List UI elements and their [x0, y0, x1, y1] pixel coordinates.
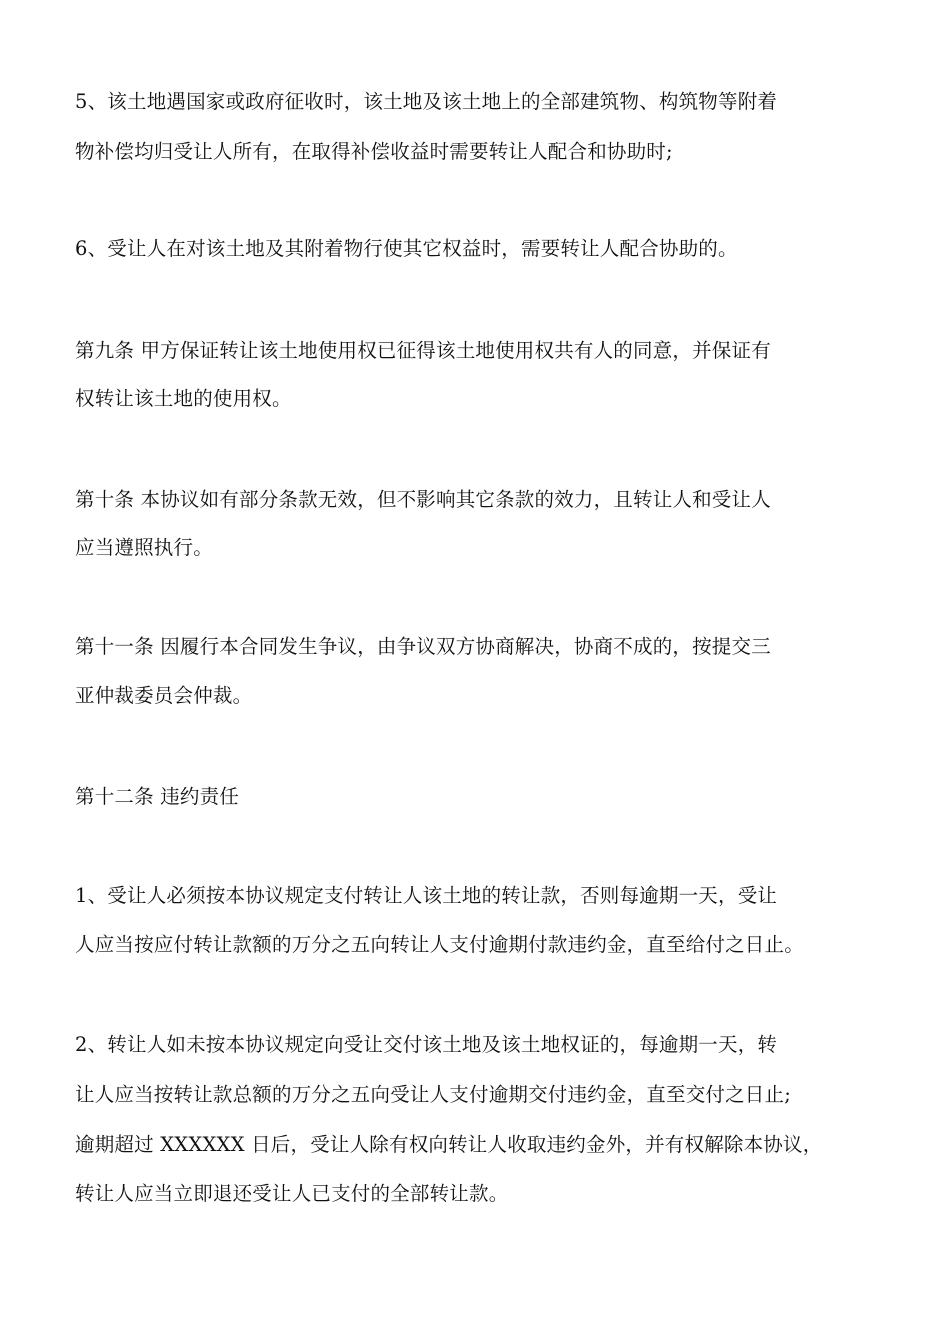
paragraph-line: 物补偿均归受让人所有，在取得补偿收益时需要转让人配合和协助时; — [75, 140, 673, 163]
article-10-line: 第十条 本协议如有部分条款无效，但不影响其它条款的效力，且转让人和受让人 — [75, 488, 771, 511]
article-9-line: 权转让该土地的使用权。 — [75, 387, 292, 410]
article-9-line: 第九条 甲方保证转让该土地使用权已征得该土地使用权共有人的同意，并保证有 — [75, 339, 771, 362]
paragraph-line: 5、该土地遇国家或政府征收时，该土地及该土地上的全部建筑物、构筑物等附着 — [75, 90, 778, 113]
clause-2-line: 逾期超过 XXXXXX 日后，受让人除有权向转让人收取违约金外，并有权解除本协议， — [75, 1133, 823, 1156]
clause-2-line: 2、转让人如未按本协议规定向受让交付该土地及该土地权证的，每逾期一天，转 — [75, 1033, 778, 1056]
clause-1-line: 1、受让人必须按本协议规定支付转让人该土地的转让款，否则每逾期一天，受让 — [75, 884, 778, 907]
article-12-heading: 第十二条 违约责任 — [75, 785, 239, 808]
clause-2-line: 让人应当按转让款总额的万分之五向受让人支付逾期交付违约金，直至交付之日止; — [75, 1083, 791, 1106]
clause-1-line: 人应当按应付转让款额的万分之五向转让人支付逾期付款违约金，直至给付之日止。 — [75, 933, 804, 956]
article-11-line: 第十一条 因履行本合同发生争议，由争议双方协商解决，协商不成的，按提交三 — [75, 635, 771, 658]
article-10-line: 应当遵照执行。 — [75, 536, 213, 559]
paragraph-line: 6、受让人在对该土地及其附着物行使其它权益时，需要转让人配合协助的。 — [75, 237, 738, 260]
article-11-line: 亚仲裁委员会仲裁。 — [75, 684, 253, 707]
clause-2-line: 转让人应当立即退还受让人已支付的全部转让款。 — [75, 1182, 509, 1205]
